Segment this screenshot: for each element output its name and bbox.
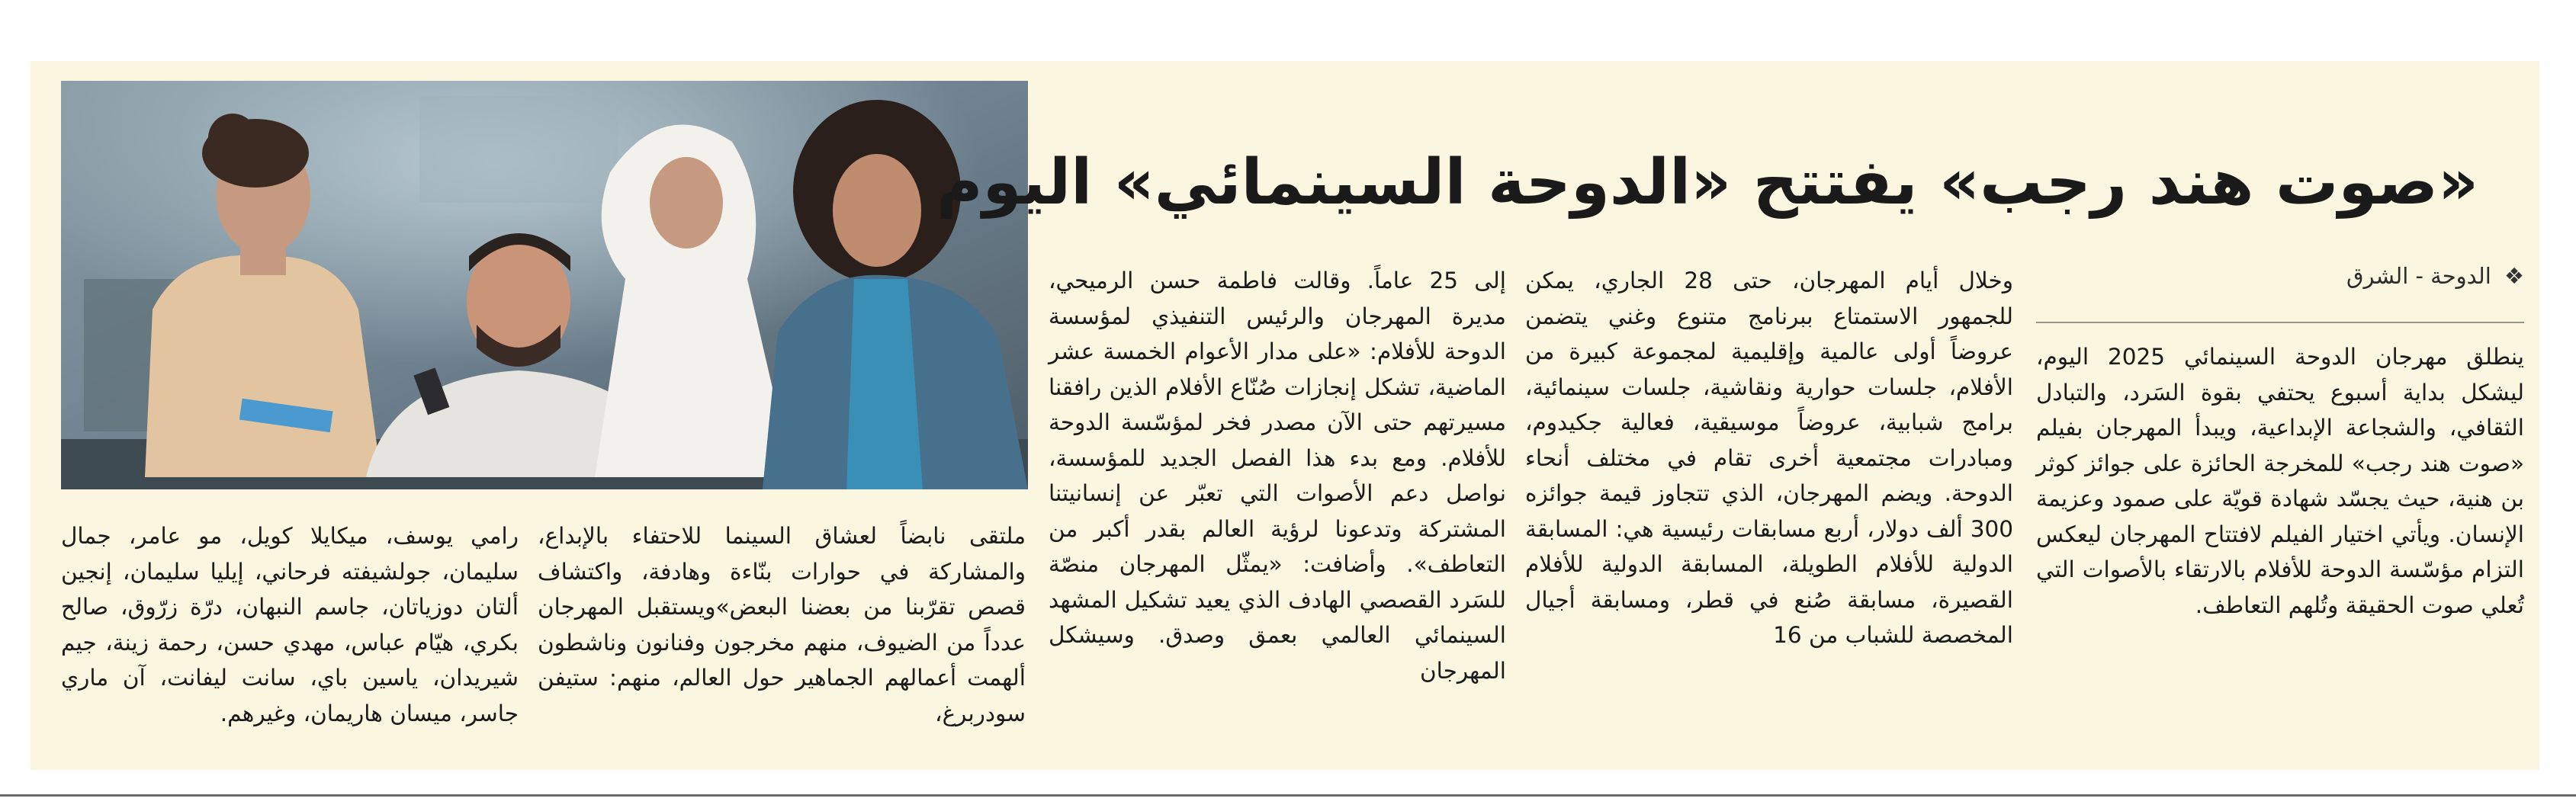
- article-column-5: [61, 518, 519, 731]
- article-column-1: [2036, 339, 2524, 623]
- column-2-text: وخلال أيام المهرجان، حتى 28 الجاري، يمكن للجمهور الاستمتاع ببرنامج متنوع وغني يتضمن عروضاً أولى عالمية وإقليمية لمجموعة كبيرة من الأفلام، جلسات حوارية ونقاشية، جلسات سينمائية، برامج شبابية، عروضاً موسيقية، فعالية جكيدوم، ومبادرات مجتمعية أخرى تقام في مختلف أنحاء الدوحة. ويضم المهرجان، الذي تتجاوز قيمة جوائزه 300 ألف دولار، أربع مسابقات رئيسية هي: المسابقة الدولية للأفلام الطويلة، المسابقة الدولية للأفلام القصيرة، مسابقة صُنع في قطر، ومسابقة أجيال المخصصة للشباب من 16: [1525, 268, 2014, 648]
- article-column-2: [1525, 263, 2013, 653]
- article-column-3: [1049, 263, 1506, 688]
- diamond-bullet-icon: ❖: [2504, 263, 2524, 289]
- byline-text: الدوحة - الشرق: [2346, 263, 2491, 289]
- column-4-text: ملتقى نابضاً لعشاق السينما للاحتفاء بالإبداع، والمشاركة في حوارات بنّاءة وهادفة، واكتشاف قصص تقرّبنا من بعضنا البعض»ويستقبل المهرجان عدداً من الضيوف، منهم مخرجون وفنانون وناشطون ألهمت أعمالهم الجماهير حول العالم، منهم: ستيفن سودربرغ،: [538, 523, 1026, 726]
- article-column-4: [538, 518, 1026, 731]
- article-byline: [2036, 261, 2524, 291]
- column-5-text: رامي يوسف، ميكايلا كويل، مو عامر، جمال سليمان، جولشيفته فرحاني، إيليا سليمان، إنجين ألتان دوزياتان، جاسم النبهان، درّة زرّوق، صالح بكري، هيّام عباس، مهدي حسن، رحمة زينة، جيم شيريدان، ياسين باي، سانت ليفانت، آن ماري جاسر، ميسان هاريمان، وغيرهم.: [61, 523, 519, 726]
- article-photo: [61, 81, 1028, 489]
- photo-illustration: [61, 81, 1028, 489]
- article-headline: «صوت هند رجب» يفتتح «الدوحة السينمائي» اليوم: [936, 146, 2478, 219]
- byline-divider: [2036, 322, 2524, 323]
- column-3-text: إلى 25 عاماً. وقالت فاطمة حسن الرميحي، مديرة المهرجان والرئيس التنفيذي لمؤسسة الدوحة للأفلام: «على مدار الأعوام الخمسة عشر الماضية، تشكل إنجازات صُنّاع الأفلام الذين رافقنا مسيرتهم حتى الآن مصدر فخر لمؤسّسة الدوحة للأفلام. ومع بدء هذا الفصل الجديد للمؤسسة، نواصل دعم الأصوات التي تعبّر عن إنسانيتنا المشتركة وتدعونا لرؤية العالم بقدر أكبر من التعاطف». وأضافت: «يمثّل المهرجان منصّة للسَرد القصصي الهادف الذي يعيد تشكيل المشهد السينمائي العالمي بعمق وصدق. وسيشكل المهرجان: [1049, 268, 1506, 684]
- article-panel: [31, 61, 2539, 770]
- page-bottom-rule: [0, 794, 2576, 797]
- column-1-text: ينطلق مهرجان الدوحة السينمائي 2025 اليوم، ليشكل بداية أسبوع يحتفي بقوة السَرد، والتبادل الثقافي، والشجاعة الإبداعية، ويبدأ المهرجان بفيلم «صوت هند رجب» للمخرجة الحائزة على جوائز كوثر بن هنية، حيث يجسّد شهادة قويّة على صمود وعزيمة الإنسان. ويأتي اختيار الفيلم لافتتاح المهرجان ليعكس التزام مؤسّسة الدوحة للأفلام بالارتقاء بالأصوات التي تُعلي صوت الحقيقة وتُلهم التعاطف.: [2036, 344, 2524, 618]
